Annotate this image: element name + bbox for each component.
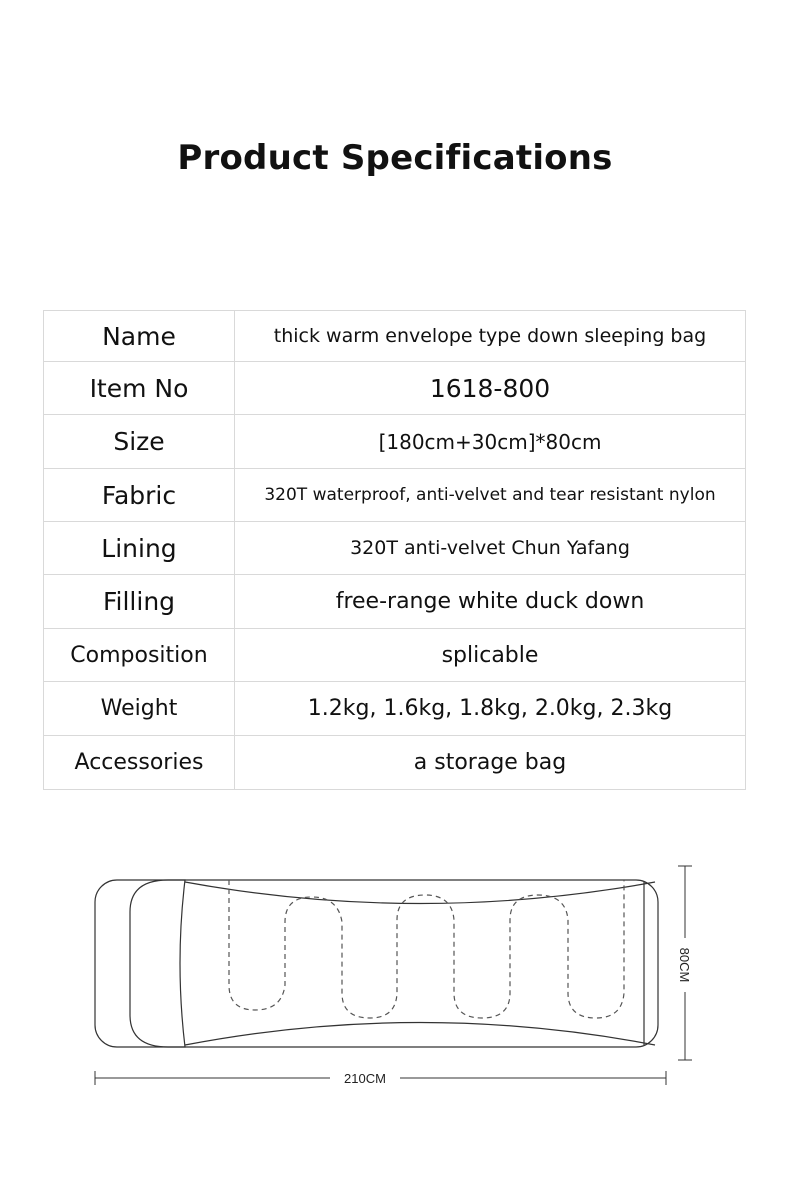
spec-label: Fabric xyxy=(44,469,235,522)
spec-value: 1.2kg, 1.6kg, 1.8kg, 2.0kg, 2.3kg xyxy=(235,682,746,736)
bag-hood xyxy=(130,880,185,1047)
spec-row-accessories xyxy=(44,736,746,790)
bag-bottom-curve xyxy=(185,1023,655,1046)
spec-label: Name xyxy=(44,311,235,362)
spec-value: free-range white duck down xyxy=(235,575,746,629)
zipper-dashed-line xyxy=(229,880,624,1018)
width-label: 80CM xyxy=(677,947,692,983)
spec-label: Composition xyxy=(44,629,235,682)
length-label: 210CM xyxy=(344,1071,386,1086)
sleeping-bag-diagram xyxy=(0,855,790,1095)
spec-row-weight xyxy=(44,682,746,736)
spec-label: Accessories xyxy=(44,736,235,790)
spec-row-filling xyxy=(44,575,746,629)
spec-value: 320T waterproof, anti-velvet and tear resistant nylon xyxy=(235,469,746,522)
spec-label: Lining xyxy=(44,522,235,575)
spec-row-fabric xyxy=(44,469,746,522)
spec-value: 320T anti-velvet Chun Yafang xyxy=(235,522,746,575)
spec-row-item-no xyxy=(44,362,746,415)
spec-label: Weight xyxy=(44,682,235,736)
page-title: Product Specifications xyxy=(177,138,613,178)
spec-value: splicable xyxy=(235,629,746,682)
spec-value: [180cm+30cm]*80cm xyxy=(235,415,746,469)
spec-label: Size xyxy=(44,415,235,469)
spec-table xyxy=(43,310,746,790)
spec-label: Filling xyxy=(44,575,235,629)
spec-row-size xyxy=(44,415,746,469)
spec-value: a storage bag xyxy=(235,736,746,790)
spec-value: 1618-800 xyxy=(235,362,746,415)
spec-row-lining xyxy=(44,522,746,575)
spec-row-composition xyxy=(44,629,746,682)
spec-row-name xyxy=(44,311,746,362)
bag-top-curve xyxy=(185,882,655,904)
spec-value: thick warm envelope type down sleeping bag xyxy=(235,311,746,362)
spec-label: Item No xyxy=(44,362,235,415)
